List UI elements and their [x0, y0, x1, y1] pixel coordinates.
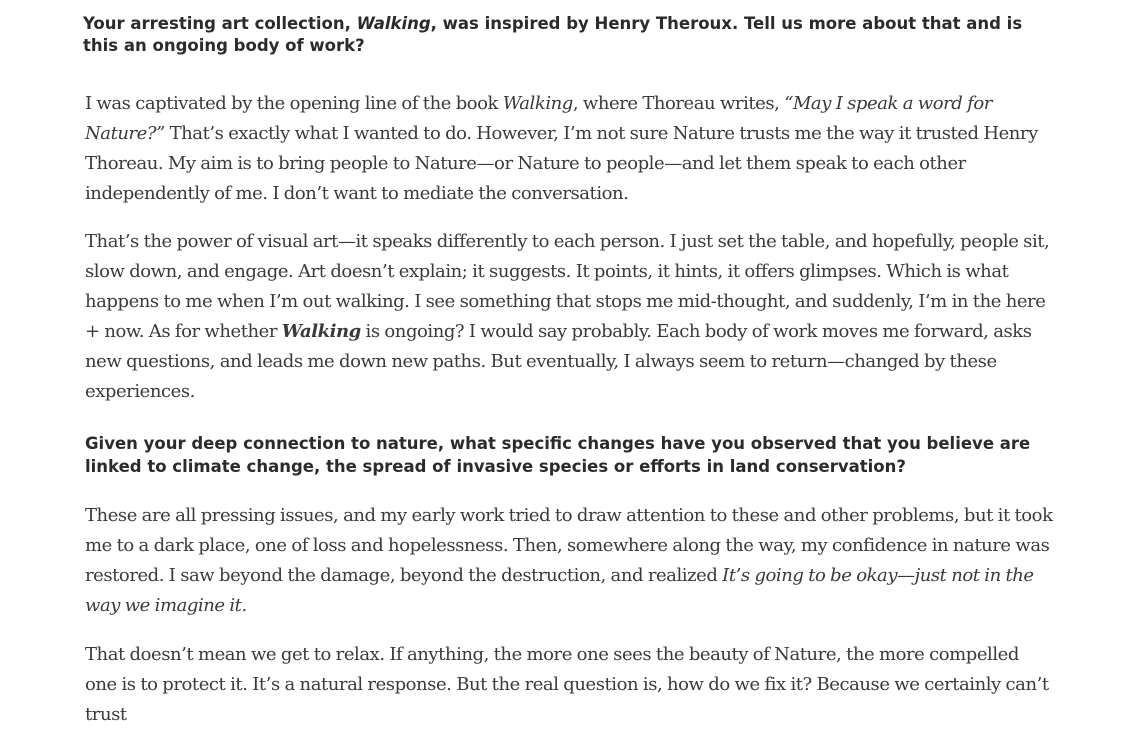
answer-4-text: That doesn’t mean we get to relax. If anything, the more one sees the beauty of Nature, the more compelled one is to protect it. It’s a natural response. But the real question is, how do we fix it? Because we certainly can’t trust	[85, 644, 1049, 725]
answer-1-paragraph-1	[85, 89, 1053, 209]
question-1-title-walking: Walking	[356, 14, 431, 33]
question-1-text-end: , was inspired by Henry Theroux. Tell us more about that and is this an ongoing body of work?	[83, 14, 1023, 55]
answer-1-paragraph-2	[85, 227, 1053, 407]
answer-2-text-start: That’s the power of visual art—it speaks differently to each person. I just set the table, and hopefully, people sit, slow down, and engage. Art doesn’t explain; it suggests. It points, it hints, it offers glimpses. Which is what happens to me when I’m out walking. I see something that stops me mid-thought, and suddenly, I’m in the here + now. As for whether	[85, 231, 1050, 342]
answer-3-text-start: These are all pressing issues, and my early work tried to draw attention to these and other problems, but it took me to a dark place, one of loss and hopelessness. Then, somewhere along the way, my confidence in nature was restored. I saw beyond the damage, beyond the destruction, and realized	[85, 505, 1053, 586]
answer-1-text-start: I was captivated by the opening line of the book	[85, 93, 503, 114]
interview-question-1	[83, 13, 1058, 57]
answer-1-text-end: That’s exactly what I wanted to do. However, I’m not sure Nature trusts me the way it trusted Henry Thoreau. My aim is to bring people to Nature—or Nature to people—and let them speak to each other independently of me. I don’t want to mediate the conversation.	[85, 123, 1038, 204]
interview-question-2: Given your deep connection to nature, what specific changes have you observed that you believe are linked to climate change, the spread of invasive species or efforts in land conservation?	[85, 434, 1031, 476]
answer-2-paragraph-2	[85, 640, 1053, 730]
answer-2-paragraph-1	[85, 501, 1053, 621]
answer-2-text-end: is ongoing? I would say probably. Each body of work moves me forward, asks new questions, and leads me down new paths. But eventually, I always seem to return—changed by these experiences.	[85, 321, 1032, 402]
question-1-text-start: Your arresting art collection,	[83, 14, 357, 33]
thoreau-quote: “May I speak a word for Nature?”	[85, 93, 992, 144]
collection-title-walking: Walking	[281, 321, 361, 342]
answer-1-text-middle: , where Thoreau writes,	[572, 93, 785, 114]
book-title-walking: Walking	[502, 93, 573, 114]
emphasized-realization: It’s going to be okay—just not in the way we imagine it.	[85, 565, 1034, 616]
